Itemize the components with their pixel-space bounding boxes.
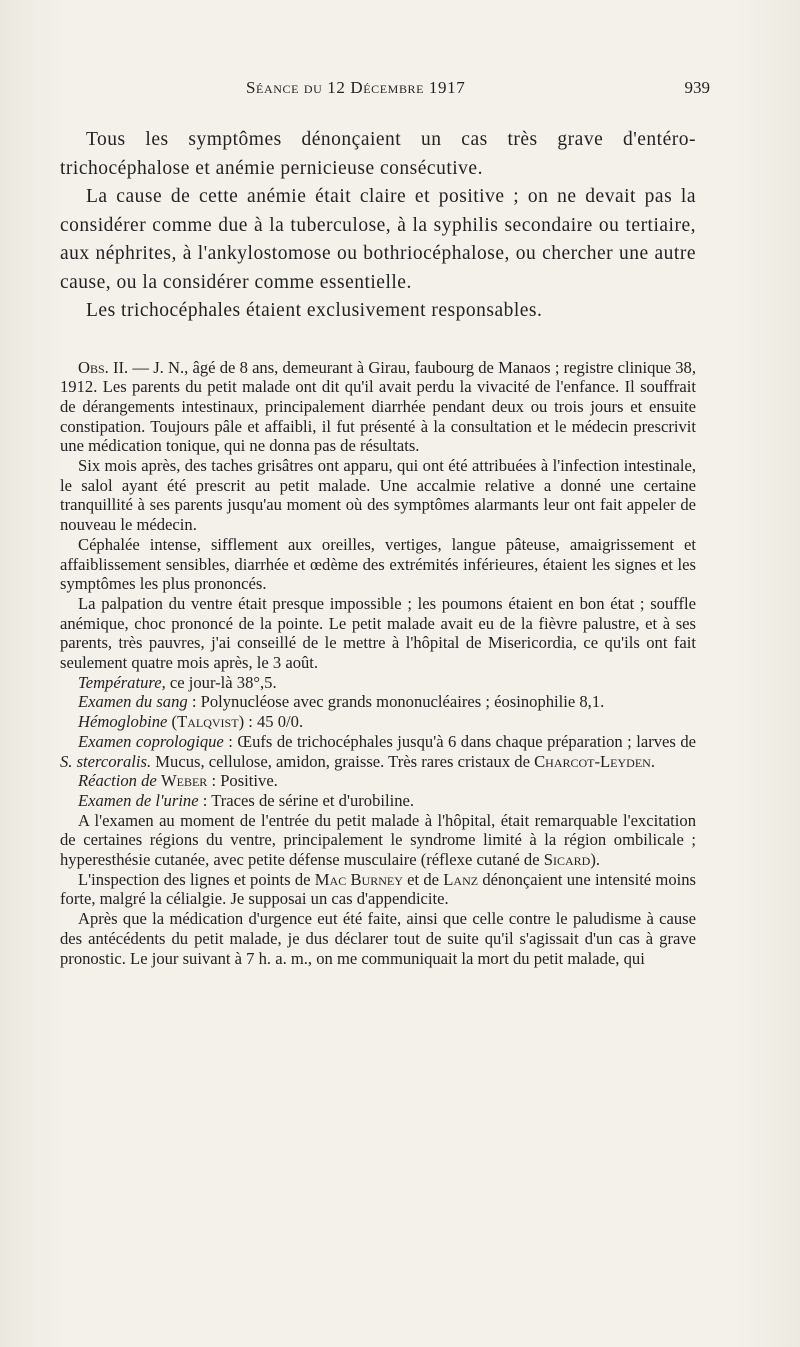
paragraph-closing: Après que la médication d'urgence eut été faite, ainsi que celle contre le paludisme à cause des antécédents du petit malade, je dus déclarer tout de suite qu'il s'agissait d'un cas à grave pronostic. Le jour suivant à 7 h. a. m., on me communiquait la mort du petit malade, qui bbox=[60, 909, 696, 968]
hemoglobin-author: Talqvist bbox=[177, 712, 239, 732]
paragraph-cephalee: Céphalée intense, sifflement aux oreilles, vertiges, langue pâteuse, amaigrissement et affaiblissement sensibles, diarrhée et œdème des extrémités inférieures, étaient les signes et les symptômes les plus prononcés. bbox=[60, 534, 696, 594]
paragraph-symptoms: Tous les symptômes dénonçaient un cas très grave d'entéro-trichocéphalose et anémie pernicieuse consécutive. bbox=[60, 129, 696, 179]
coprology-label: Examen coprologique bbox=[78, 731, 224, 751]
paragraph-inspection bbox=[60, 870, 696, 909]
inspection-author-1: Mac Burney bbox=[314, 869, 403, 889]
paragraph-palpation: La palpation du ventre était presque impossible ; les poumons étaient en bon état ; souffle anémique, choc prononcé de la pointe. Le petit malade avait eu de la fièvre palustre, et à ses parents, très pauvres, j'ai conseillé de le mettre à l'hôpital de Misericordia, ce qu'ils ont fait seulement quatre mois après, le 3 août. bbox=[60, 593, 696, 673]
temperature-line bbox=[60, 673, 696, 693]
blood-exam-text: : Polynucléose avec grands mononucléaires ; éosinophilie 8,1. bbox=[187, 692, 605, 712]
weber-line bbox=[60, 771, 696, 791]
weber-text: : Positive. bbox=[207, 771, 278, 791]
temperature-text: ce jour-là 38°,5. bbox=[165, 672, 277, 692]
inspection-text-1: L'inspection des lignes et points de bbox=[78, 869, 315, 889]
page-body bbox=[60, 126, 696, 968]
paragraph-responsible: Les trichocéphales étaient exclusivement responsables. bbox=[86, 300, 543, 321]
observation-opening-text: — J. N., âgé de 8 ans, demeurant à Girau, faubourg de Manaos ; registre clinique 38, 1912. Les parents du petit malade ont dit qu'il avait perdu la vivacité de l'enfance. Il souffrait de dérangements intestinaux, principalement diarrhée pendant deux ou trois jours et ensuite constipation. Toujours pâle et affaibli, il fut présenté à la consultation et le médecin prescrivit une médication tonique, qui ne donna pas de résultats. bbox=[60, 357, 696, 456]
paragraph-entry bbox=[60, 811, 696, 870]
blood-exam-line bbox=[60, 692, 696, 712]
weber-author: Weber bbox=[160, 771, 208, 791]
page-number: 939 bbox=[684, 78, 710, 97]
entry-text-1: A l'examen au moment de l'entrée du petit malade à l'hôpital, était remarquable l'excitation de certaines régions du ventre, principalement le syndrome limité à la région ombilicale ; hyperesthésie cutanée, avec petite défense musculaire (réflexe cutané de bbox=[60, 810, 696, 870]
paragraph-six-months: Six mois après, des taches grisâtres ont apparu, qui ont été attribuées à l'infection intestinale, le salol ayant été prescrit au petit malade. Une accalmie relative a donné une certaine tranquillité à ses parents jusqu'au moment où des symptômes alarmants leur ont fait appeler de nouveau le médecin. bbox=[60, 456, 696, 535]
running-head: Séance du 12 Décembre 1917 bbox=[246, 78, 466, 97]
coprology-end: . bbox=[650, 751, 655, 771]
hemoglobin-line bbox=[60, 712, 696, 732]
urine-line bbox=[60, 791, 696, 811]
observation-label: Obs. II. bbox=[78, 357, 129, 377]
observation-opening bbox=[60, 358, 696, 457]
urine-text: : Traces de sérine et d'urobiline. bbox=[198, 790, 415, 810]
entry-text-2: ). bbox=[590, 850, 600, 870]
coprology-line bbox=[60, 732, 696, 771]
inspection-author-2: Lanz bbox=[443, 869, 479, 889]
blood-exam-label: Examen du sang bbox=[78, 692, 188, 712]
coprology-text-1: : Œufs de trichocéphales jusqu'à 6 dans chaque préparation ; larves de bbox=[223, 731, 696, 751]
inspection-text-2: et de bbox=[402, 869, 444, 889]
main-text bbox=[60, 126, 696, 326]
observation-block bbox=[60, 358, 696, 969]
paragraph-cause: La cause de cette anémie était claire et positive ; on ne devait pas la considérer comme due à la tuberculose, à la syphilis secondaire ou tertiaire, aux néphrites, à l'ankylostomose ou bothriocéphalose, ou chercher une autre cause, ou la considérer comme essentielle. bbox=[60, 186, 696, 293]
page-header bbox=[60, 78, 710, 104]
hemoglobin-pre: ( bbox=[167, 712, 178, 732]
urine-label: Examen de l'urine bbox=[78, 790, 199, 810]
temperature-label: Température, bbox=[78, 672, 166, 692]
weber-label: Réaction de bbox=[78, 771, 157, 791]
coprology-species: S. stercoralis. bbox=[60, 751, 152, 771]
coprology-author: Charcot-Leyden bbox=[534, 751, 651, 771]
hemoglobin-value: ) : 45 0/0. bbox=[238, 712, 304, 732]
entry-author: Sicard bbox=[543, 850, 591, 870]
coprology-text-2: Mucus, cellulose, amidon, graisse. Très rares cristaux de bbox=[151, 751, 535, 771]
hemoglobin-label: Hémoglobine bbox=[78, 712, 168, 732]
inspection-text-3: dénonçaient une intensité moins forte, malgré la célialgie. Je supposai un cas d'appendicite. bbox=[60, 869, 696, 909]
